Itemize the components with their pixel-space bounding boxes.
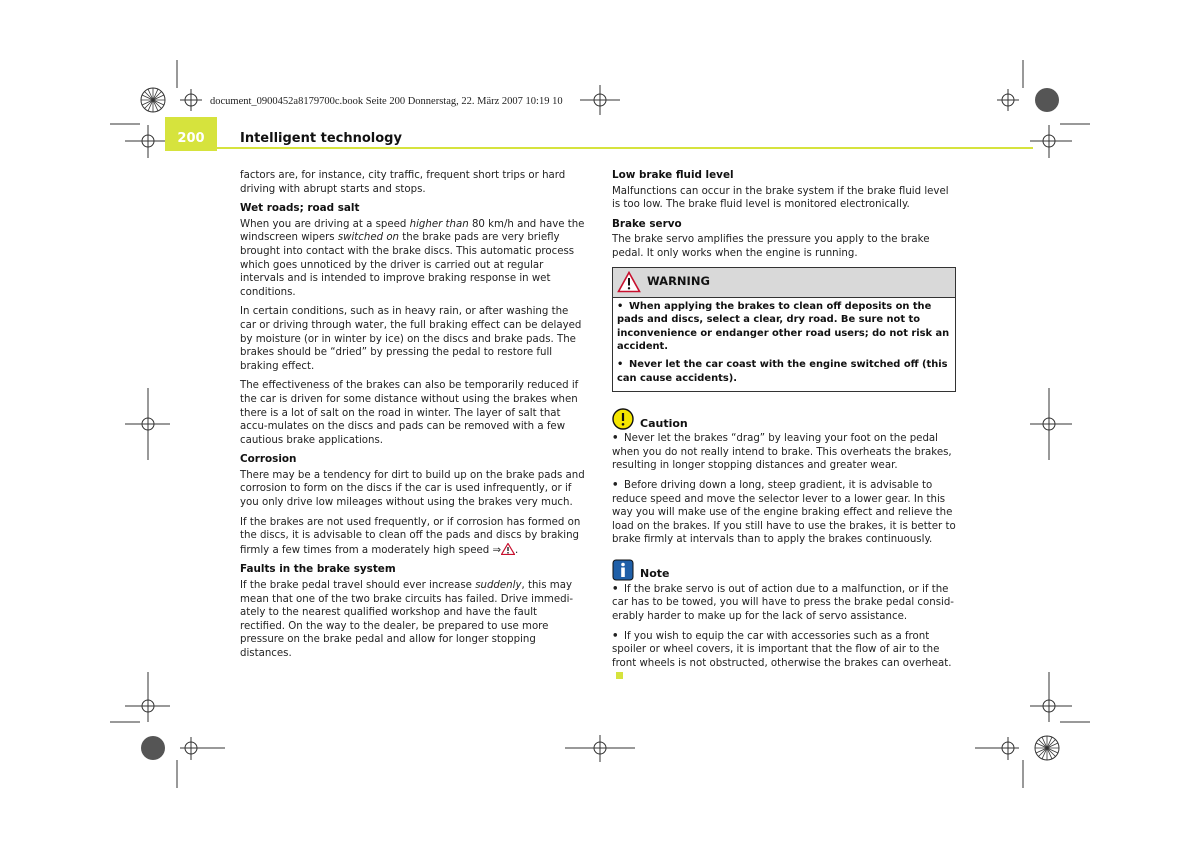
note-item	[612, 630, 956, 684]
info-icon	[612, 559, 634, 581]
page-number-tab	[165, 117, 217, 151]
bullet: •	[612, 630, 619, 642]
italic-run: switched on	[337, 232, 400, 244]
left-column	[240, 169, 585, 667]
corrosion-paragraph-1: There may be a tendency for dirt to build up on the brake pads and corrosion to form on the discs if the car is used infrequently, or if you only drive low mileages without using the brakes very much.	[240, 469, 585, 509]
faults-paragraph	[240, 579, 585, 661]
wet-paragraph-2: In certain conditions, such as in heavy rain, or after washing the car or driving through water, the full braking effect can be delayed by moisture (or in winter by ice) on the discs and brake pads. The brakes should be “dried” by pressing the pedal to restore full braking effect.	[240, 306, 582, 372]
note-item	[612, 583, 956, 624]
warning-triangle-icon	[617, 271, 641, 293]
bullet: •	[612, 433, 619, 445]
caution-header	[612, 406, 956, 430]
warning-reference-icon[interactable]	[501, 543, 515, 555]
heading-faults: Faults in the brake system	[240, 563, 396, 576]
corrosion-paragraph-2	[240, 516, 585, 558]
warning-title: WARNING	[647, 274, 710, 289]
caution-item-text: Before driving down a long, steep gradient, it is advisable to reduce speed and move the selector lever to a lower gear. In this way you will make use of the engine braking effect and relieve the load on the brakes. If you still have to use the brakes, it is better to brake firmly at intervals than to apply the brakes continuously.	[612, 479, 956, 546]
caution-item	[612, 432, 956, 473]
servo-paragraph: The brake servo amplifies the pressure you apply to the brake pedal. It only works when the engine is running.	[612, 234, 930, 259]
heading-wet-roads: Wet roads; road salt	[240, 202, 360, 215]
caution-item	[612, 479, 956, 547]
note-header	[612, 557, 956, 581]
warning-item-text: When applying the brakes to clean off deposits on the pads and discs, select a clear, dry road. Be sure not to inconvenience or endanger other road users; do not risk an accident.	[617, 300, 950, 353]
text-run: .	[515, 544, 519, 556]
page-title: Intelligent technology	[240, 131, 402, 146]
text-run: If the brake pedal travel should ever increase	[240, 580, 476, 592]
bullet: •	[612, 583, 619, 595]
italic-run: higher than	[409, 218, 469, 230]
text-run: , this may mean that one of the two brake circuits has failed. Drive immedi-ately to the nearest qualified workshop and have the fault rectified. On the way to the dealer, be prepared to use more pressure on the brake pedal and allow for longer stopping distances.	[240, 580, 574, 659]
text-run: 80 km/h and have the windscreen wipers	[240, 218, 585, 244]
intro-paragraph: factors are, for instance, city traffic, frequent short trips or hard driving with abrupt starts and stops.	[240, 170, 566, 195]
caution-block	[612, 406, 956, 547]
text-run: the brake pads are very briefly brought into contact with the brake discs. This automatic process which goes unnoticed by the driver is carried out at regular intervals and is intended to improve braking response in wet conditions.	[240, 232, 575, 298]
header-rule	[217, 147, 1033, 149]
end-of-section-marker	[616, 672, 623, 679]
heading-corrosion: Corrosion	[240, 453, 297, 466]
warning-item	[617, 358, 951, 385]
caution-exclamation-icon	[612, 408, 634, 430]
warning-item-text: Never let the car coast with the engine switched off (this can cause accidents).	[617, 358, 948, 384]
warning-body	[613, 298, 955, 392]
heading-brake-fluid: Low brake fluid level	[612, 169, 734, 181]
warning-box	[612, 267, 956, 393]
italic-run: suddenly	[475, 580, 522, 592]
warning-header	[613, 268, 955, 298]
caution-title: Caution	[640, 416, 688, 430]
wet-paragraph-1	[240, 218, 585, 300]
bullet: •	[612, 479, 619, 491]
bullet: •	[617, 358, 624, 370]
note-item-text: If the brake servo is out of action due to a malfunction, or if the car has to be towed, you will have to press the brake pedal consid-erably harder to make up for the lack of servo assistance.	[612, 583, 954, 623]
heading-brake-servo: Brake servo	[612, 217, 682, 230]
note-title: Note	[640, 567, 670, 581]
note-block	[612, 557, 956, 684]
print-info: document_0900452a8179700c.book Seite 200 Donnerstag, 22. März 2007 10:19 10	[210, 96, 563, 107]
text-run: When you are driving at a speed	[240, 218, 410, 230]
wet-paragraph-3: The effectiveness of the brakes can also be temporarily reduced if the car is driven for some distance without using the brakes when there is a lot of salt on the road in winter. The layer of salt that accu-mulates on the discs and pads can be removed with a few cautious brake applications.	[240, 380, 579, 446]
text-run: If the brakes are not used frequently, or if corrosion has formed on the discs, it is advisable to clean off the pads and discs by braking firmly a few times from a moderately high speed ⇒	[240, 516, 581, 556]
page-number: 200	[177, 131, 205, 146]
bullet: •	[617, 300, 624, 312]
caution-item-text: Never let the brakes “drag” by leaving your foot on the pedal when you do not really intend to brake. This overheats the brakes, resulting in longer stopping distances and greater wear.	[612, 433, 952, 472]
right-column	[612, 169, 956, 694]
warning-item	[617, 300, 951, 354]
note-item-text: If you wish to equip the car with accessories such as a front spoiler or wheel covers, it is important that the flow of air to the front wheels is not obstructed, otherwise the brakes can overheat.	[612, 630, 952, 669]
fluid-paragraph: Malfunctions can occur in the brake system if the brake fluid level is too low. The brake fluid level is monitored electronically.	[612, 185, 949, 211]
